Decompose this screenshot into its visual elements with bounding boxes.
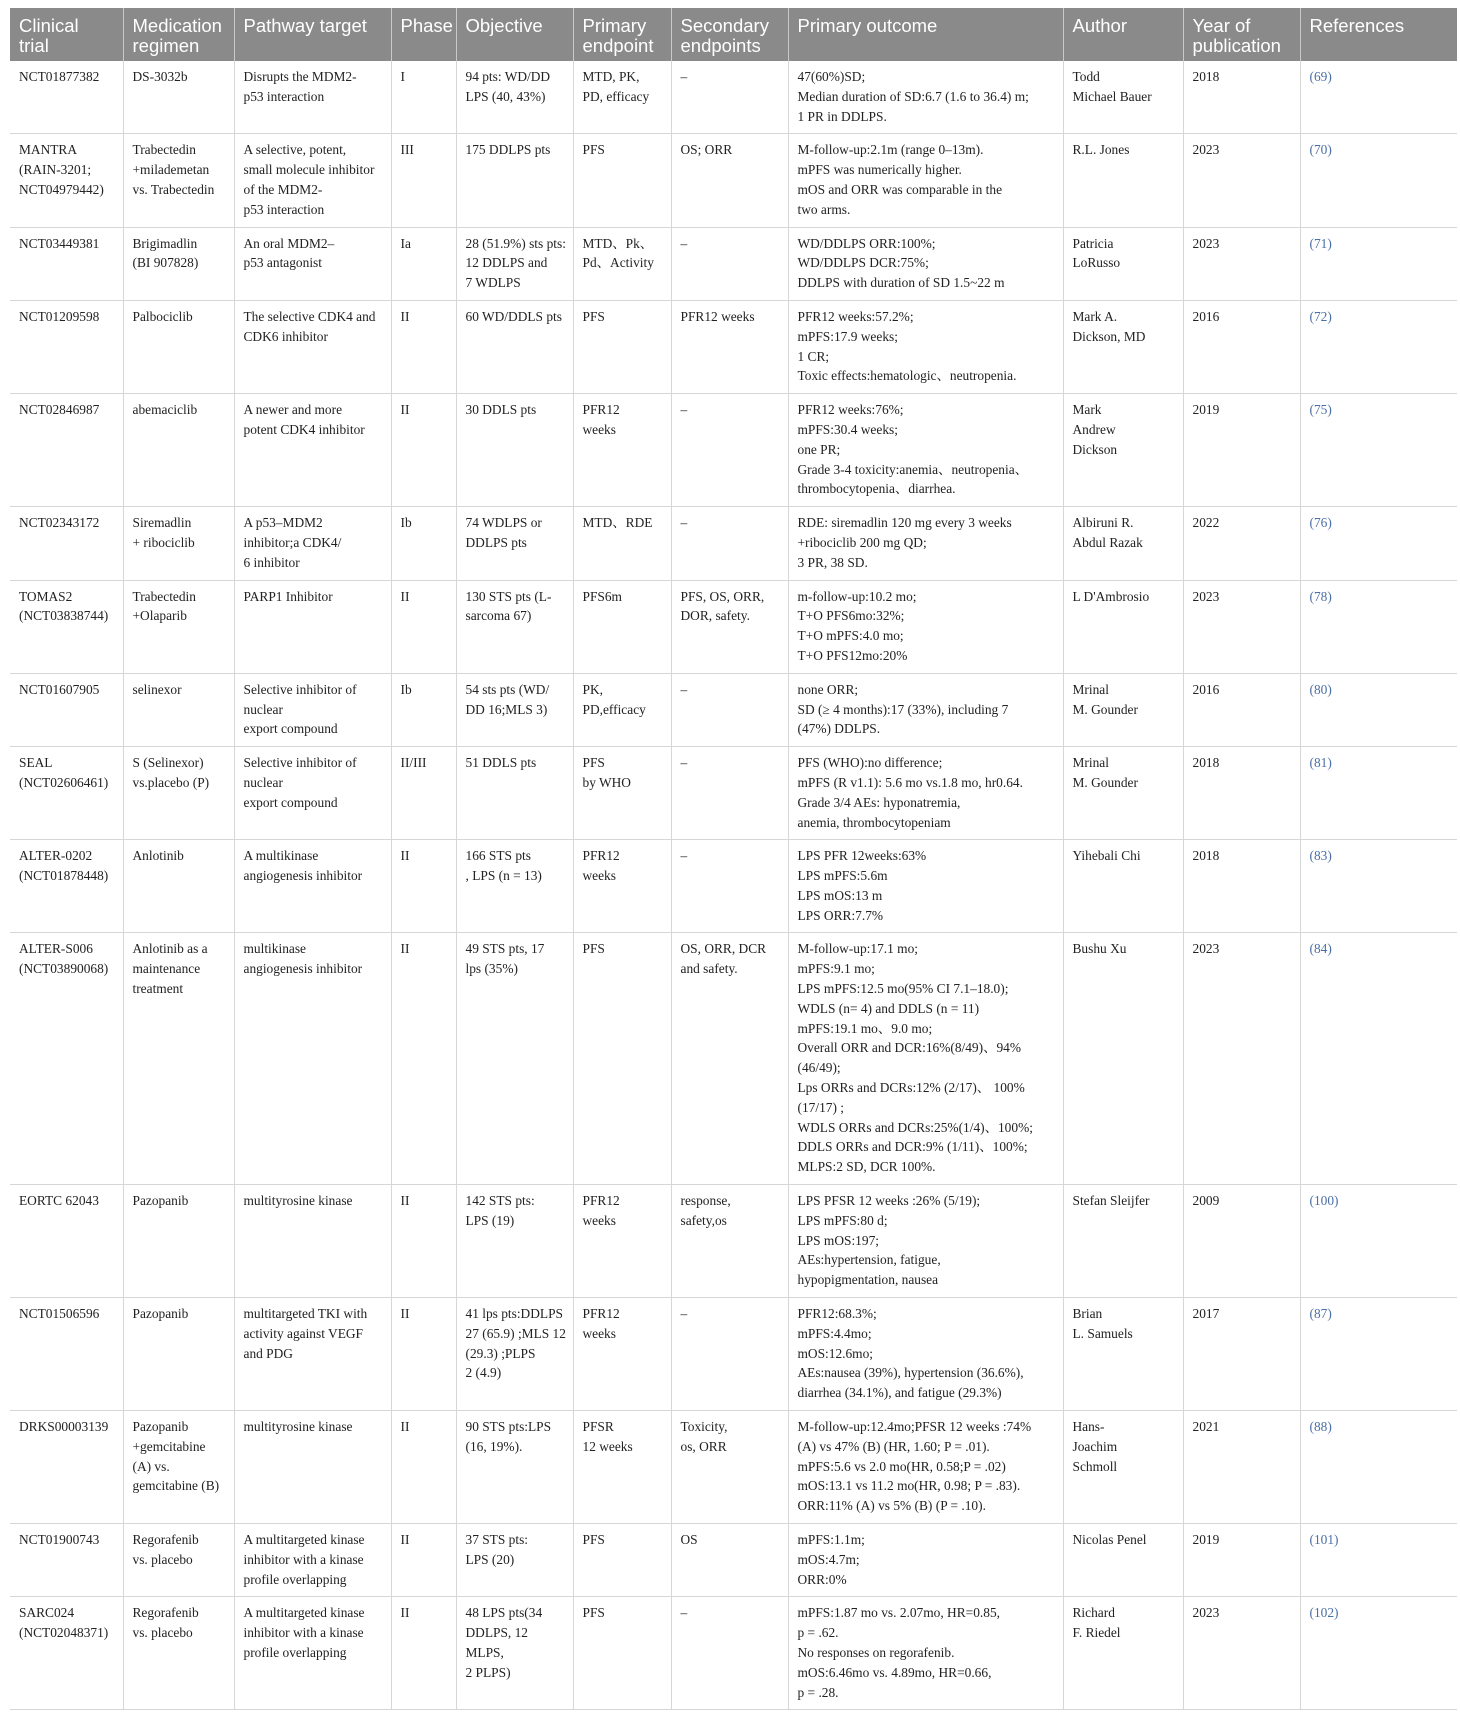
header-secondary-endpoints [671, 8, 788, 61]
header-pathway-target [234, 8, 391, 61]
table-row [10, 1597, 1457, 1710]
cell-phase: Ia [391, 227, 456, 300]
cell-references[interactable]: (102) [1300, 1597, 1457, 1710]
cell-primary-endpoint: PFS [573, 1597, 671, 1710]
header-row [10, 8, 1457, 61]
cell-primary-outcome: 47(60%)SD; Median duration of SD:6.7 (1.6 to 36.4) m; 1 PR in DDLPS. [788, 61, 1063, 134]
cell-objective: 60 WD/DDLS pts [456, 300, 573, 393]
table-row [10, 1524, 1457, 1597]
cell-objective: 28 (51.9%) sts pts: 12 DDLPS and 7 WDLPS [456, 227, 573, 300]
cell-clinical-trial: NCT01877382 [10, 61, 123, 134]
cell-clinical-trial: NCT01506596 [10, 1298, 123, 1411]
cell-clinical-trial: DRKS00003139 [10, 1411, 123, 1524]
header-references [1300, 8, 1457, 61]
cell-pathway-target: A multitargeted kinase inhibitor with a kinase profile overlapping [234, 1597, 391, 1710]
cell-author: Nicolas Penel [1063, 1524, 1183, 1597]
cell-pathway-target: The selective CDK4 and CDK6 inhibitor [234, 300, 391, 393]
header-label: Secondary endpoints [680, 15, 769, 56]
cell-references[interactable]: (88) [1300, 1411, 1457, 1524]
cell-pathway-target: A multikinase angiogenesis inhibitor [234, 840, 391, 933]
cell-primary-endpoint: PFS by WHO [573, 747, 671, 840]
cell-pathway-target: Selective inhibitor of nuclear export compound [234, 673, 391, 746]
header-label: Medication regimen [132, 15, 222, 56]
header-label: Clinical trial [19, 15, 79, 56]
cell-phase: Ib [391, 507, 456, 580]
cell-primary-endpoint: PFS [573, 300, 671, 393]
cell-phase: II [391, 1524, 456, 1597]
cell-references[interactable]: (70) [1300, 134, 1457, 227]
cell-references[interactable]: (80) [1300, 673, 1457, 746]
cell-references[interactable]: (87) [1300, 1298, 1457, 1411]
cell-medication-regimen: Pazopanib [123, 1185, 234, 1298]
cell-pathway-target: multityrosine kinase [234, 1411, 391, 1524]
header-clinical-trial [10, 8, 123, 61]
cell-primary-endpoint: MTD、RDE [573, 507, 671, 580]
cell-year: 2023 [1183, 227, 1300, 300]
cell-clinical-trial: NCT01607905 [10, 673, 123, 746]
cell-year: 2023 [1183, 933, 1300, 1185]
cell-phase: II [391, 1185, 456, 1298]
cell-primary-endpoint: MTD, PK, PD, efficacy [573, 61, 671, 134]
cell-author: Mrinal M. Gounder [1063, 747, 1183, 840]
header-label: References [1309, 15, 1405, 36]
cell-secondary-endpoints: OS; ORR [671, 134, 788, 227]
cell-author: Hans- Joachim Schmoll [1063, 1411, 1183, 1524]
cell-year: 2019 [1183, 1524, 1300, 1597]
cell-secondary-endpoints: OS [671, 1524, 788, 1597]
cell-clinical-trial: SARC024 (NCT02048371) [10, 1597, 123, 1710]
cell-year: 2018 [1183, 61, 1300, 134]
header-label: Author [1072, 15, 1128, 36]
cell-author: Richard F. Riedel [1063, 1597, 1183, 1710]
cell-phase: Ib [391, 673, 456, 746]
cell-clinical-trial: EORTC 62043 [10, 1185, 123, 1298]
cell-primary-endpoint: PK, PD,efficacy [573, 673, 671, 746]
table-row [10, 1298, 1457, 1411]
cell-clinical-trial: NCT01209598 [10, 300, 123, 393]
header-author [1063, 8, 1183, 61]
cell-primary-endpoint: PFSR 12 weeks [573, 1411, 671, 1524]
cell-objective: 175 DDLPS pts [456, 134, 573, 227]
table-row [10, 227, 1457, 300]
cell-author: L D'Ambrosio [1063, 580, 1183, 673]
cell-secondary-endpoints: – [671, 673, 788, 746]
cell-year: 2009 [1183, 1185, 1300, 1298]
cell-primary-endpoint: PFS [573, 1524, 671, 1597]
cell-year: 2018 [1183, 747, 1300, 840]
cell-secondary-endpoints: – [671, 394, 788, 507]
cell-author: Todd Michael Bauer [1063, 61, 1183, 134]
cell-year: 2018 [1183, 840, 1300, 933]
cell-primary-endpoint: PFS6m [573, 580, 671, 673]
header-label: Primary outcome [797, 15, 938, 36]
cell-primary-outcome: LPS PFR 12weeks:63% LPS mPFS:5.6m LPS mOS:13 m LPS ORR:7.7% [788, 840, 1063, 933]
cell-secondary-endpoints: OS, ORR, DCR and safety. [671, 933, 788, 1185]
cell-primary-outcome: m-follow-up:10.2 mo; T+O PFS6mo:32%; T+O mPFS:4.0 mo; T+O PFS12mo:20% [788, 580, 1063, 673]
cell-references[interactable]: (75) [1300, 394, 1457, 507]
cell-primary-outcome: RDE: siremadlin 120 mg every 3 weeks +ribociclib 200 mg QD; 3 PR, 38 SD. [788, 507, 1063, 580]
cell-year: 2021 [1183, 1411, 1300, 1524]
cell-references[interactable]: (76) [1300, 507, 1457, 580]
cell-clinical-trial: NCT01900743 [10, 1524, 123, 1597]
table-row [10, 300, 1457, 393]
table-row [10, 580, 1457, 673]
cell-phase: II [391, 394, 456, 507]
cell-secondary-endpoints: PFS, OS, ORR, DOR, safety. [671, 580, 788, 673]
cell-references[interactable]: (101) [1300, 1524, 1457, 1597]
cell-author: Albiruni R. Abdul Razak [1063, 507, 1183, 580]
cell-year: 2023 [1183, 580, 1300, 673]
cell-author: Patricia LoRusso [1063, 227, 1183, 300]
cell-objective: 142 STS pts: LPS (19) [456, 1185, 573, 1298]
cell-author: Brian L. Samuels [1063, 1298, 1183, 1411]
cell-medication-regimen: abemaciclib [123, 394, 234, 507]
header-objective [456, 8, 573, 61]
cell-references[interactable]: (69) [1300, 61, 1457, 134]
cell-primary-outcome: PFR12:68.3%; mPFS:4.4mo; mOS:12.6mo; AEs:nausea (39%), hypertension (36.6%), diarrhea (34.1%), and fatigue (29.3%) [788, 1298, 1063, 1411]
cell-primary-outcome: M-follow-up:17.1 mo; mPFS:9.1 mo; LPS mPFS:12.5 mo(95% CI 7.1–18.0); WDLS (n= 4) and DDLS (n = 11) mPFS:19.1 mo、9.0 mo; Overall ORR and DCR:16%(8/49)、94% (46/49); Lps ORRs and DCRs:12% (2/17)、 100% (17/17) ; WDLS ORRs and DCRs:25%(1/4)、100%; DDLS ORRs and DCR:9% (1/11)、100%; MLPS:2 SD, DCR 100%. [788, 933, 1063, 1185]
cell-references[interactable]: (78) [1300, 580, 1457, 673]
cell-secondary-endpoints: PFR12 weeks [671, 300, 788, 393]
cell-objective: 41 lps pts:DDLPS 27 (65.9) ;MLS 12 (29.3) ;PLPS 2 (4.9) [456, 1298, 573, 1411]
cell-year: 2016 [1183, 300, 1300, 393]
cell-secondary-endpoints: – [671, 507, 788, 580]
cell-author: Mrinal M. Gounder [1063, 673, 1183, 746]
table-body [10, 61, 1457, 1710]
header-medication-regimen [123, 8, 234, 61]
cell-phase: II [391, 1298, 456, 1411]
cell-objective: 37 STS pts: LPS (20) [456, 1524, 573, 1597]
cell-secondary-endpoints: – [671, 61, 788, 134]
cell-objective: 48 LPS pts(34 DDLPS, 12 MLPS, 2 PLPS) [456, 1597, 573, 1710]
cell-medication-regimen: Regorafenib vs. placebo [123, 1524, 234, 1597]
cell-objective: 90 STS pts:LPS (16, 19%). [456, 1411, 573, 1524]
cell-medication-regimen: Palbociclib [123, 300, 234, 393]
cell-references[interactable]: (100) [1300, 1185, 1457, 1298]
cell-pathway-target: Selective inhibitor of nuclear export compound [234, 747, 391, 840]
cell-objective: 30 DDLS pts [456, 394, 573, 507]
cell-medication-regimen: Anlotinib as a maintenance treatment [123, 933, 234, 1185]
cell-primary-outcome: PFR12 weeks:76%; mPFS:30.4 weeks; one PR; Grade 3-4 toxicity:anemia、neutropenia、 thrombocytopenia、diarrhea. [788, 394, 1063, 507]
cell-medication-regimen: S (Selinexor) vs.placebo (P) [123, 747, 234, 840]
table-row [10, 673, 1457, 746]
cell-clinical-trial: ALTER-0202 (NCT01878448) [10, 840, 123, 933]
cell-phase: II [391, 840, 456, 933]
cell-secondary-endpoints: – [671, 840, 788, 933]
header-year [1183, 8, 1300, 61]
cell-primary-outcome: none ORR; SD (≥ 4 months):17 (33%), including 7 (47%) DDLPS. [788, 673, 1063, 746]
cell-author: Bushu Xu [1063, 933, 1183, 1185]
cell-pathway-target: multikinase angiogenesis inhibitor [234, 933, 391, 1185]
cell-phase: III [391, 134, 456, 227]
table-row [10, 134, 1457, 227]
cell-clinical-trial: SEAL (NCT02606461) [10, 747, 123, 840]
table-row [10, 933, 1457, 1185]
header-primary-outcome [788, 8, 1063, 61]
cell-phase: I [391, 61, 456, 134]
cell-year: 2019 [1183, 394, 1300, 507]
header-label: Pathway target [243, 15, 367, 36]
cell-phase: II [391, 933, 456, 1185]
cell-phase: II [391, 580, 456, 673]
cell-year: 2017 [1183, 1298, 1300, 1411]
table-row [10, 1411, 1457, 1524]
cell-phase: II [391, 300, 456, 393]
cell-pathway-target: PARP1 Inhibitor [234, 580, 391, 673]
cell-secondary-endpoints: – [671, 747, 788, 840]
cell-pathway-target: Disrupts the MDM2- p53 interaction [234, 61, 391, 134]
cell-primary-endpoint: PFR12 weeks [573, 840, 671, 933]
cell-primary-outcome: M-follow-up:2.1m (range 0–13m). mPFS was numerically higher. mOS and ORR was comparable in the two arms. [788, 134, 1063, 227]
cell-year: 2022 [1183, 507, 1300, 580]
cell-medication-regimen: Pazopanib [123, 1298, 234, 1411]
cell-medication-regimen: Siremadlin + ribociclib [123, 507, 234, 580]
cell-medication-regimen: Regorafenib vs. placebo [123, 1597, 234, 1710]
cell-primary-outcome: PFS (WHO):no difference; mPFS (R v1.1): 5.6 mo vs.1.8 mo, hr0.64. Grade 3/4 AEs: hyponatremia, anemia, thrombocytopeniam [788, 747, 1063, 840]
cell-clinical-trial: TOMAS2 (NCT03838744) [10, 580, 123, 673]
cell-objective: 94 pts: WD/DD LPS (40, 43%) [456, 61, 573, 134]
cell-secondary-endpoints: – [671, 1298, 788, 1411]
table-row [10, 61, 1457, 134]
cell-primary-outcome: mPFS:1.87 mo vs. 2.07mo, HR=0.85, p = .62. No responses on regorafenib. mOS:6.46mo vs. 4.89mo, HR=0.66, p = .28. [788, 1597, 1063, 1710]
cell-medication-regimen: DS-3032b [123, 61, 234, 134]
cell-medication-regimen: Trabectedin +Olaparib [123, 580, 234, 673]
cell-primary-endpoint: PFR12 weeks [573, 394, 671, 507]
cell-year: 2023 [1183, 134, 1300, 227]
cell-primary-outcome: M-follow-up:12.4mo;PFSR 12 weeks :74% (A) vs 47% (B) (HR, 1.60; P = .01). mPFS:5.6 vs 2.0 mo(HR, 0.58;P = .02) mOS:13.1 vs 11.2 mo(HR, 0.98; P = .83). ORR:11% (A) vs 5% (B) (P = .10). [788, 1411, 1063, 1524]
cell-author: Mark A. Dickson, MD [1063, 300, 1183, 393]
cell-objective: 54 sts pts (WD/ DD 16;MLS 3) [456, 673, 573, 746]
cell-medication-regimen: Trabectedin +milademetan vs. Trabectedin [123, 134, 234, 227]
cell-secondary-endpoints: Toxicity, os, ORR [671, 1411, 788, 1524]
cell-primary-endpoint: PFS [573, 134, 671, 227]
cell-pathway-target: A selective, potent, small molecule inhibitor of the MDM2- p53 interaction [234, 134, 391, 227]
cell-author: R.L. Jones [1063, 134, 1183, 227]
cell-clinical-trial: NCT02343172 [10, 507, 123, 580]
cell-clinical-trial: NCT03449381 [10, 227, 123, 300]
cell-secondary-endpoints: – [671, 227, 788, 300]
cell-primary-outcome: mPFS:1.1m; mOS:4.7m; ORR:0% [788, 1524, 1063, 1597]
cell-secondary-endpoints: response, safety,os [671, 1185, 788, 1298]
cell-clinical-trial: NCT02846987 [10, 394, 123, 507]
cell-author: Mark Andrew Dickson [1063, 394, 1183, 507]
cell-medication-regimen: Brigimadlin (BI 907828) [123, 227, 234, 300]
cell-references[interactable]: (72) [1300, 300, 1457, 393]
cell-references[interactable]: (84) [1300, 933, 1457, 1185]
table-row [10, 747, 1457, 840]
cell-primary-outcome: PFR12 weeks:57.2%; mPFS:17.9 weeks; 1 CR; Toxic effects:hematologic、neutropenia. [788, 300, 1063, 393]
cell-references[interactable]: (83) [1300, 840, 1457, 933]
cell-references[interactable]: (81) [1300, 747, 1457, 840]
cell-pathway-target: A multitargeted kinase inhibitor with a kinase profile overlapping [234, 1524, 391, 1597]
cell-pathway-target: A newer and more potent CDK4 inhibitor [234, 394, 391, 507]
cell-primary-endpoint: PFS [573, 933, 671, 1185]
cell-medication-regimen: Anlotinib [123, 840, 234, 933]
cell-phase: II [391, 1597, 456, 1710]
cell-objective: 51 DDLS pts [456, 747, 573, 840]
table-row [10, 394, 1457, 507]
header-label: Objective [465, 15, 543, 36]
header-label: Primary endpoint [582, 15, 654, 56]
header-phase [391, 8, 456, 61]
cell-secondary-endpoints: – [671, 1597, 788, 1710]
cell-year: 2023 [1183, 1597, 1300, 1710]
cell-primary-outcome: LPS PFSR 12 weeks :26% (5/19); LPS mPFS:80 d; LPS mOS:197; AEs:hypertension, fatigue, hypopigmentation, nausea [788, 1185, 1063, 1298]
table-row [10, 1185, 1457, 1298]
table-row [10, 507, 1457, 580]
cell-objective: 74 WDLPS or DDLPS pts [456, 507, 573, 580]
cell-pathway-target: A p53–MDM2 inhibitor;a CDK4/ 6 inhibitor [234, 507, 391, 580]
cell-primary-endpoint: PFR12 weeks [573, 1185, 671, 1298]
header-label: Year of publication [1192, 15, 1281, 56]
cell-medication-regimen: Pazopanib +gemcitabine (A) vs. gemcitabine (B) [123, 1411, 234, 1524]
clinical-trials-table [10, 8, 1457, 1710]
cell-objective: 49 STS pts, 17 lps (35%) [456, 933, 573, 1185]
cell-pathway-target: multityrosine kinase [234, 1185, 391, 1298]
cell-clinical-trial: ALTER-S006 (NCT03890068) [10, 933, 123, 1185]
cell-phase: II [391, 1411, 456, 1524]
cell-pathway-target: An oral MDM2– p53 antagonist [234, 227, 391, 300]
header-primary-endpoint [573, 8, 671, 61]
cell-objective: 166 STS pts , LPS (n = 13) [456, 840, 573, 933]
table-row [10, 840, 1457, 933]
cell-year: 2016 [1183, 673, 1300, 746]
cell-phase: II/III [391, 747, 456, 840]
cell-references[interactable]: (71) [1300, 227, 1457, 300]
cell-primary-endpoint: PFR12 weeks [573, 1298, 671, 1411]
cell-pathway-target: multitargeted TKI with activity against VEGF and PDG [234, 1298, 391, 1411]
header-label: Phase [400, 15, 453, 36]
cell-author: Stefan Sleijfer [1063, 1185, 1183, 1298]
cell-primary-outcome: WD/DDLPS ORR:100%; WD/DDLPS DCR:75%; DDLPS with duration of SD 1.5~22 m [788, 227, 1063, 300]
cell-clinical-trial: MANTRA (RAIN-3201; NCT04979442) [10, 134, 123, 227]
cell-primary-endpoint: MTD、Pk、 Pd、Activity [573, 227, 671, 300]
cell-medication-regimen: selinexor [123, 673, 234, 746]
cell-objective: 130 STS pts (L- sarcoma 67) [456, 580, 573, 673]
cell-author: Yihebali Chi [1063, 840, 1183, 933]
